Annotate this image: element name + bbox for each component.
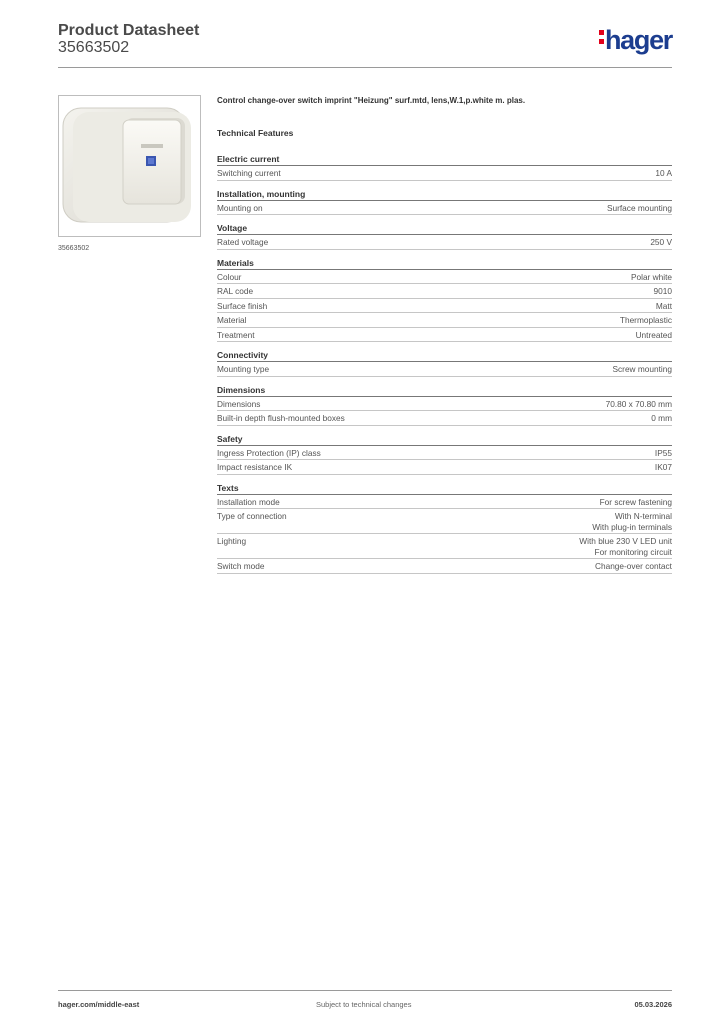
feature-value-line: Polar white <box>630 271 672 282</box>
switch-illustration-icon <box>59 96 200 236</box>
product-caption: 35663502 <box>58 245 90 252</box>
feature-section <box>217 483 672 574</box>
feature-row <box>217 328 672 343</box>
section-title: Installation, mounting <box>217 188 306 199</box>
footer-date: 05.03.2026 <box>634 1000 672 1009</box>
feature-value-line: For monitoring circuit <box>594 546 672 557</box>
feature-label: Mounting on <box>217 202 263 213</box>
feature-value <box>620 315 672 326</box>
feature-label: Mounting type <box>217 364 270 374</box>
feature-row <box>217 411 672 426</box>
feature-value-line: IK07 <box>654 462 672 472</box>
section-title: Texts <box>217 482 239 493</box>
feature-value <box>656 301 672 312</box>
feature-value-line: 70.80 x 70.80 mm <box>605 398 672 409</box>
feature-section <box>217 434 672 475</box>
feature-value <box>655 168 672 179</box>
feature-value <box>606 399 672 410</box>
feature-value-line: For screw fastening <box>599 496 672 507</box>
section-title: Materials <box>217 257 254 268</box>
feature-label: Surface finish <box>217 300 268 311</box>
feature-row <box>217 299 672 314</box>
footer-website-link[interactable]: hager.com/middle-east <box>58 1000 140 1009</box>
feature-row <box>217 495 672 510</box>
feature-sections <box>217 154 672 574</box>
product-image <box>58 95 201 237</box>
feature-row <box>217 313 672 328</box>
feature-row <box>217 509 672 534</box>
feature-label: Lighting <box>217 536 247 546</box>
footer-notice: Subject to technical changes <box>316 1000 412 1009</box>
feature-label: Material <box>217 315 247 325</box>
feature-value-line: 250 V <box>650 237 672 247</box>
feature-value <box>655 448 672 459</box>
page-header <box>58 22 672 68</box>
feature-value <box>655 462 672 473</box>
feature-value-line: With blue 230 V LED unit <box>579 536 672 546</box>
feature-value-line: 10 A <box>655 168 672 178</box>
feature-value-line: Screw mounting <box>612 364 672 374</box>
feature-label: RAL code <box>217 286 254 296</box>
feature-label: Ingress Protection (IP) class <box>217 447 321 458</box>
feature-value-line: Change-over contact <box>594 561 672 571</box>
feature-label: Treatment <box>217 329 255 340</box>
feature-label: Built-in depth flush-mounted boxes <box>217 413 345 423</box>
feature-section <box>217 258 672 343</box>
feature-value-line: With N-terminal <box>614 511 672 521</box>
feature-value <box>650 237 672 248</box>
logo-dots-icon <box>599 34 604 49</box>
feature-value <box>579 536 672 557</box>
feature-label: Switching current <box>217 168 281 178</box>
feature-label: Rated voltage <box>217 237 269 247</box>
feature-row <box>217 284 672 299</box>
feature-section <box>217 154 672 181</box>
feature-section <box>217 385 672 426</box>
feature-label: Type of connection <box>217 511 287 521</box>
technical-content <box>217 96 672 582</box>
feature-value-line: 9010 <box>653 286 672 296</box>
feature-row <box>217 235 672 250</box>
technical-features-title: Technical Features <box>217 128 294 138</box>
feature-value-line: With plug-in terminals <box>592 521 672 532</box>
section-title: Dimensions <box>217 384 266 395</box>
feature-value <box>595 561 672 572</box>
feature-value <box>654 286 672 297</box>
feature-row <box>217 460 672 475</box>
document-number: 35663502 <box>58 39 130 56</box>
feature-value <box>607 203 672 214</box>
product-description: Control change-over switch imprint "Heizung" surf.mtd, lens,W.1,p.white m. plas. <box>217 96 526 105</box>
feature-label: Switch mode <box>217 561 265 571</box>
section-title: Connectivity <box>217 350 269 360</box>
section-title: Electric current <box>217 154 280 164</box>
document-title: Product Datasheet <box>58 22 200 39</box>
feature-section <box>217 350 672 377</box>
feature-value <box>613 364 673 375</box>
feature-section <box>217 223 672 250</box>
section-title: Safety <box>217 433 243 444</box>
feature-value-line: Untreated <box>635 329 672 340</box>
feature-row <box>217 166 672 181</box>
hager-logo[interactable] <box>599 25 672 55</box>
feature-value <box>600 497 672 508</box>
feature-value-line: Surface mounting <box>606 202 672 213</box>
feature-row <box>217 534 672 559</box>
feature-row <box>217 559 672 574</box>
feature-row <box>217 397 672 412</box>
feature-row <box>217 446 672 461</box>
feature-value <box>592 511 672 532</box>
feature-label: Installation mode <box>217 496 280 507</box>
feature-row <box>217 201 672 216</box>
feature-row <box>217 270 672 285</box>
feature-value <box>631 272 672 283</box>
logo-text: hager <box>604 25 672 55</box>
feature-value <box>636 330 672 341</box>
feature-section <box>217 189 672 216</box>
feature-value-line: Thermoplastic <box>619 315 672 325</box>
feature-value <box>651 413 672 424</box>
section-title: Voltage <box>217 223 248 233</box>
feature-label: Colour <box>217 271 242 282</box>
feature-row <box>217 362 672 377</box>
page-footer <box>58 990 672 1014</box>
feature-label: Dimensions <box>217 398 261 409</box>
feature-label: Impact resistance IK <box>217 462 293 472</box>
feature-value-line: IP55 <box>654 447 672 458</box>
feature-value-line: Matt <box>655 300 672 311</box>
feature-value-line: 0 mm <box>651 413 672 423</box>
